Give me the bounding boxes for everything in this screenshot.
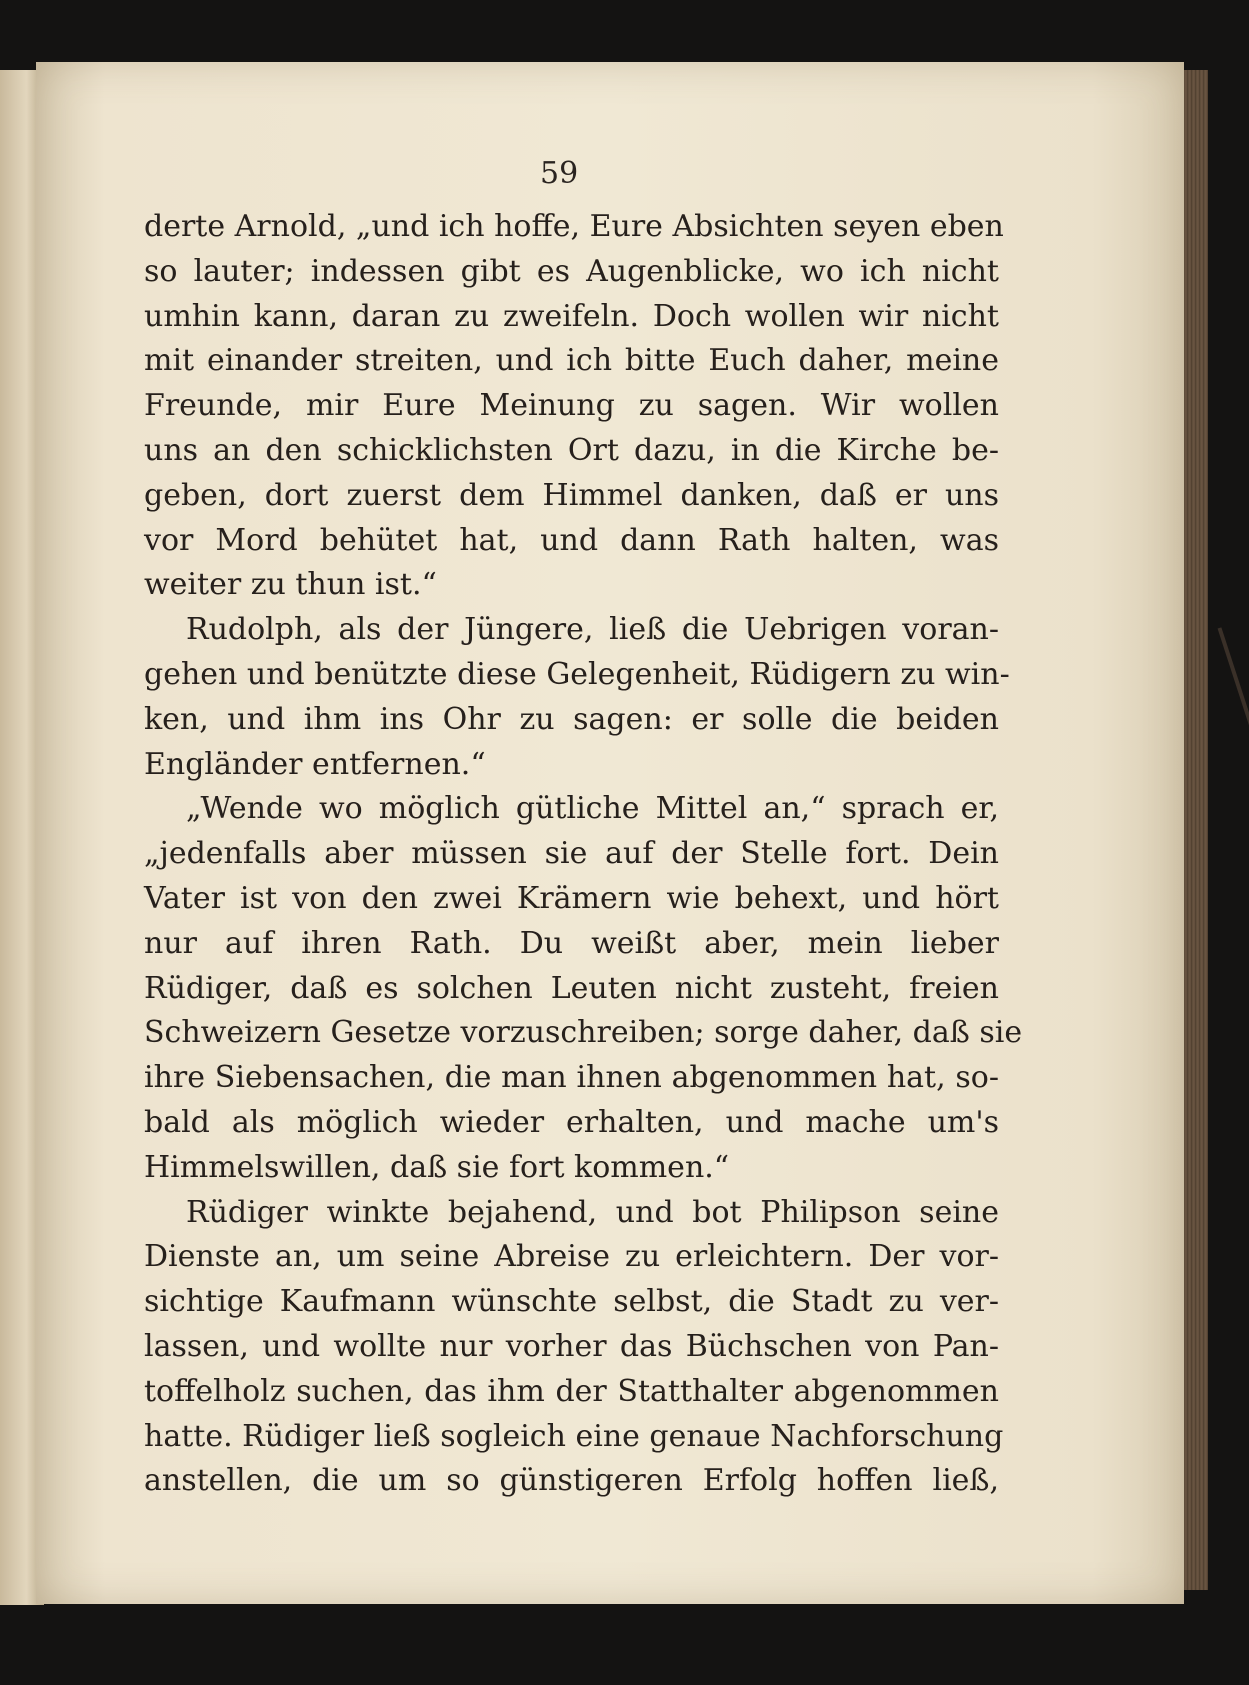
page-number: 59 <box>540 156 579 191</box>
text-line: Schweizern Gesetze vorzuschreiben; sorge daher, daß sie <box>144 1015 1023 1051</box>
text-line: „Wende wo möglich gütliche Mittel an,“ sprach er, <box>186 791 999 827</box>
text-line: mit einander streiten, und ich bitte Euch daher, meine <box>144 343 999 379</box>
text-line: toffelholz suchen, das ihm der Statthalter abgenommen <box>144 1373 999 1409</box>
text-line: Rüdiger winkte bejahend, und bot Philipson seine <box>186 1194 999 1230</box>
text-line: anstellen, die um so günstigeren Erfolg hoffen ließ, <box>144 1463 999 1499</box>
text-line: Freunde, mir Eure Meinung zu sagen. Wir wollen <box>144 388 999 424</box>
text-line: so lauter; indessen gibt es Augenblicke, wo ich nicht <box>144 253 999 289</box>
text-line: derte Arnold, „und ich hoffe, Eure Absichten seyen eben <box>144 209 1004 244</box>
text-line: ihre Siebensachen, die man ihnen abgenommen hat, so- <box>144 1060 999 1096</box>
margin-mark <box>1218 627 1249 742</box>
text-line: umhin kann, daran zu zweifeln. Doch wollen wir nicht <box>144 298 999 334</box>
text-line: „jedenfalls aber müssen sie auf der Stelle fort. Dein <box>144 836 999 872</box>
text-line: vor Mord behütet hat, und dann Rath halten, was <box>144 522 999 558</box>
text-line: bald als möglich wieder erhalten, und mache um's <box>144 1104 999 1140</box>
text-line: Dienste an, um seine Abreise zu erleichtern. Der vor- <box>144 1239 999 1275</box>
text-line: Rüdiger, daß es solchen Leuten nicht zusteht, freien <box>144 970 999 1006</box>
text-line: uns an den schicklichsten Ort dazu, in die Kirche be- <box>144 432 999 468</box>
text-line: hatte. Rüdiger ließ sogleich eine genaue Nachforschung <box>144 1418 1004 1454</box>
text-line: Engländer entfernen.“ <box>144 746 486 782</box>
text-line: Himmelswillen, daß sie fort kommen.“ <box>144 1149 730 1185</box>
text-line: weiter zu thun ist.“ <box>144 567 437 603</box>
text-line: lassen, und wollte nur vorher das Büchschen von Pan- <box>144 1328 999 1364</box>
text-line: Rudolph, als der Jüngere, ließ die Uebrigen voran- <box>186 612 999 648</box>
body-text <box>144 205 1023 1504</box>
text-line: ken, und ihm ins Ohr zu sagen: er solle die beiden <box>144 701 999 737</box>
text-line: gehen und benützte diese Gelegenheit, Rüdigern zu win- <box>144 656 1010 692</box>
text-line: sichtige Kaufmann wünschte selbst, die Stadt zu ver- <box>144 1284 999 1320</box>
text-line: Vater ist von den zwei Krämern wie behext, und hört <box>144 880 999 916</box>
text-line: geben, dort zuerst dem Himmel danken, daß er uns <box>144 477 999 513</box>
text-line: nur auf ihren Rath. Du weißt aber, mein lieber <box>144 925 999 961</box>
